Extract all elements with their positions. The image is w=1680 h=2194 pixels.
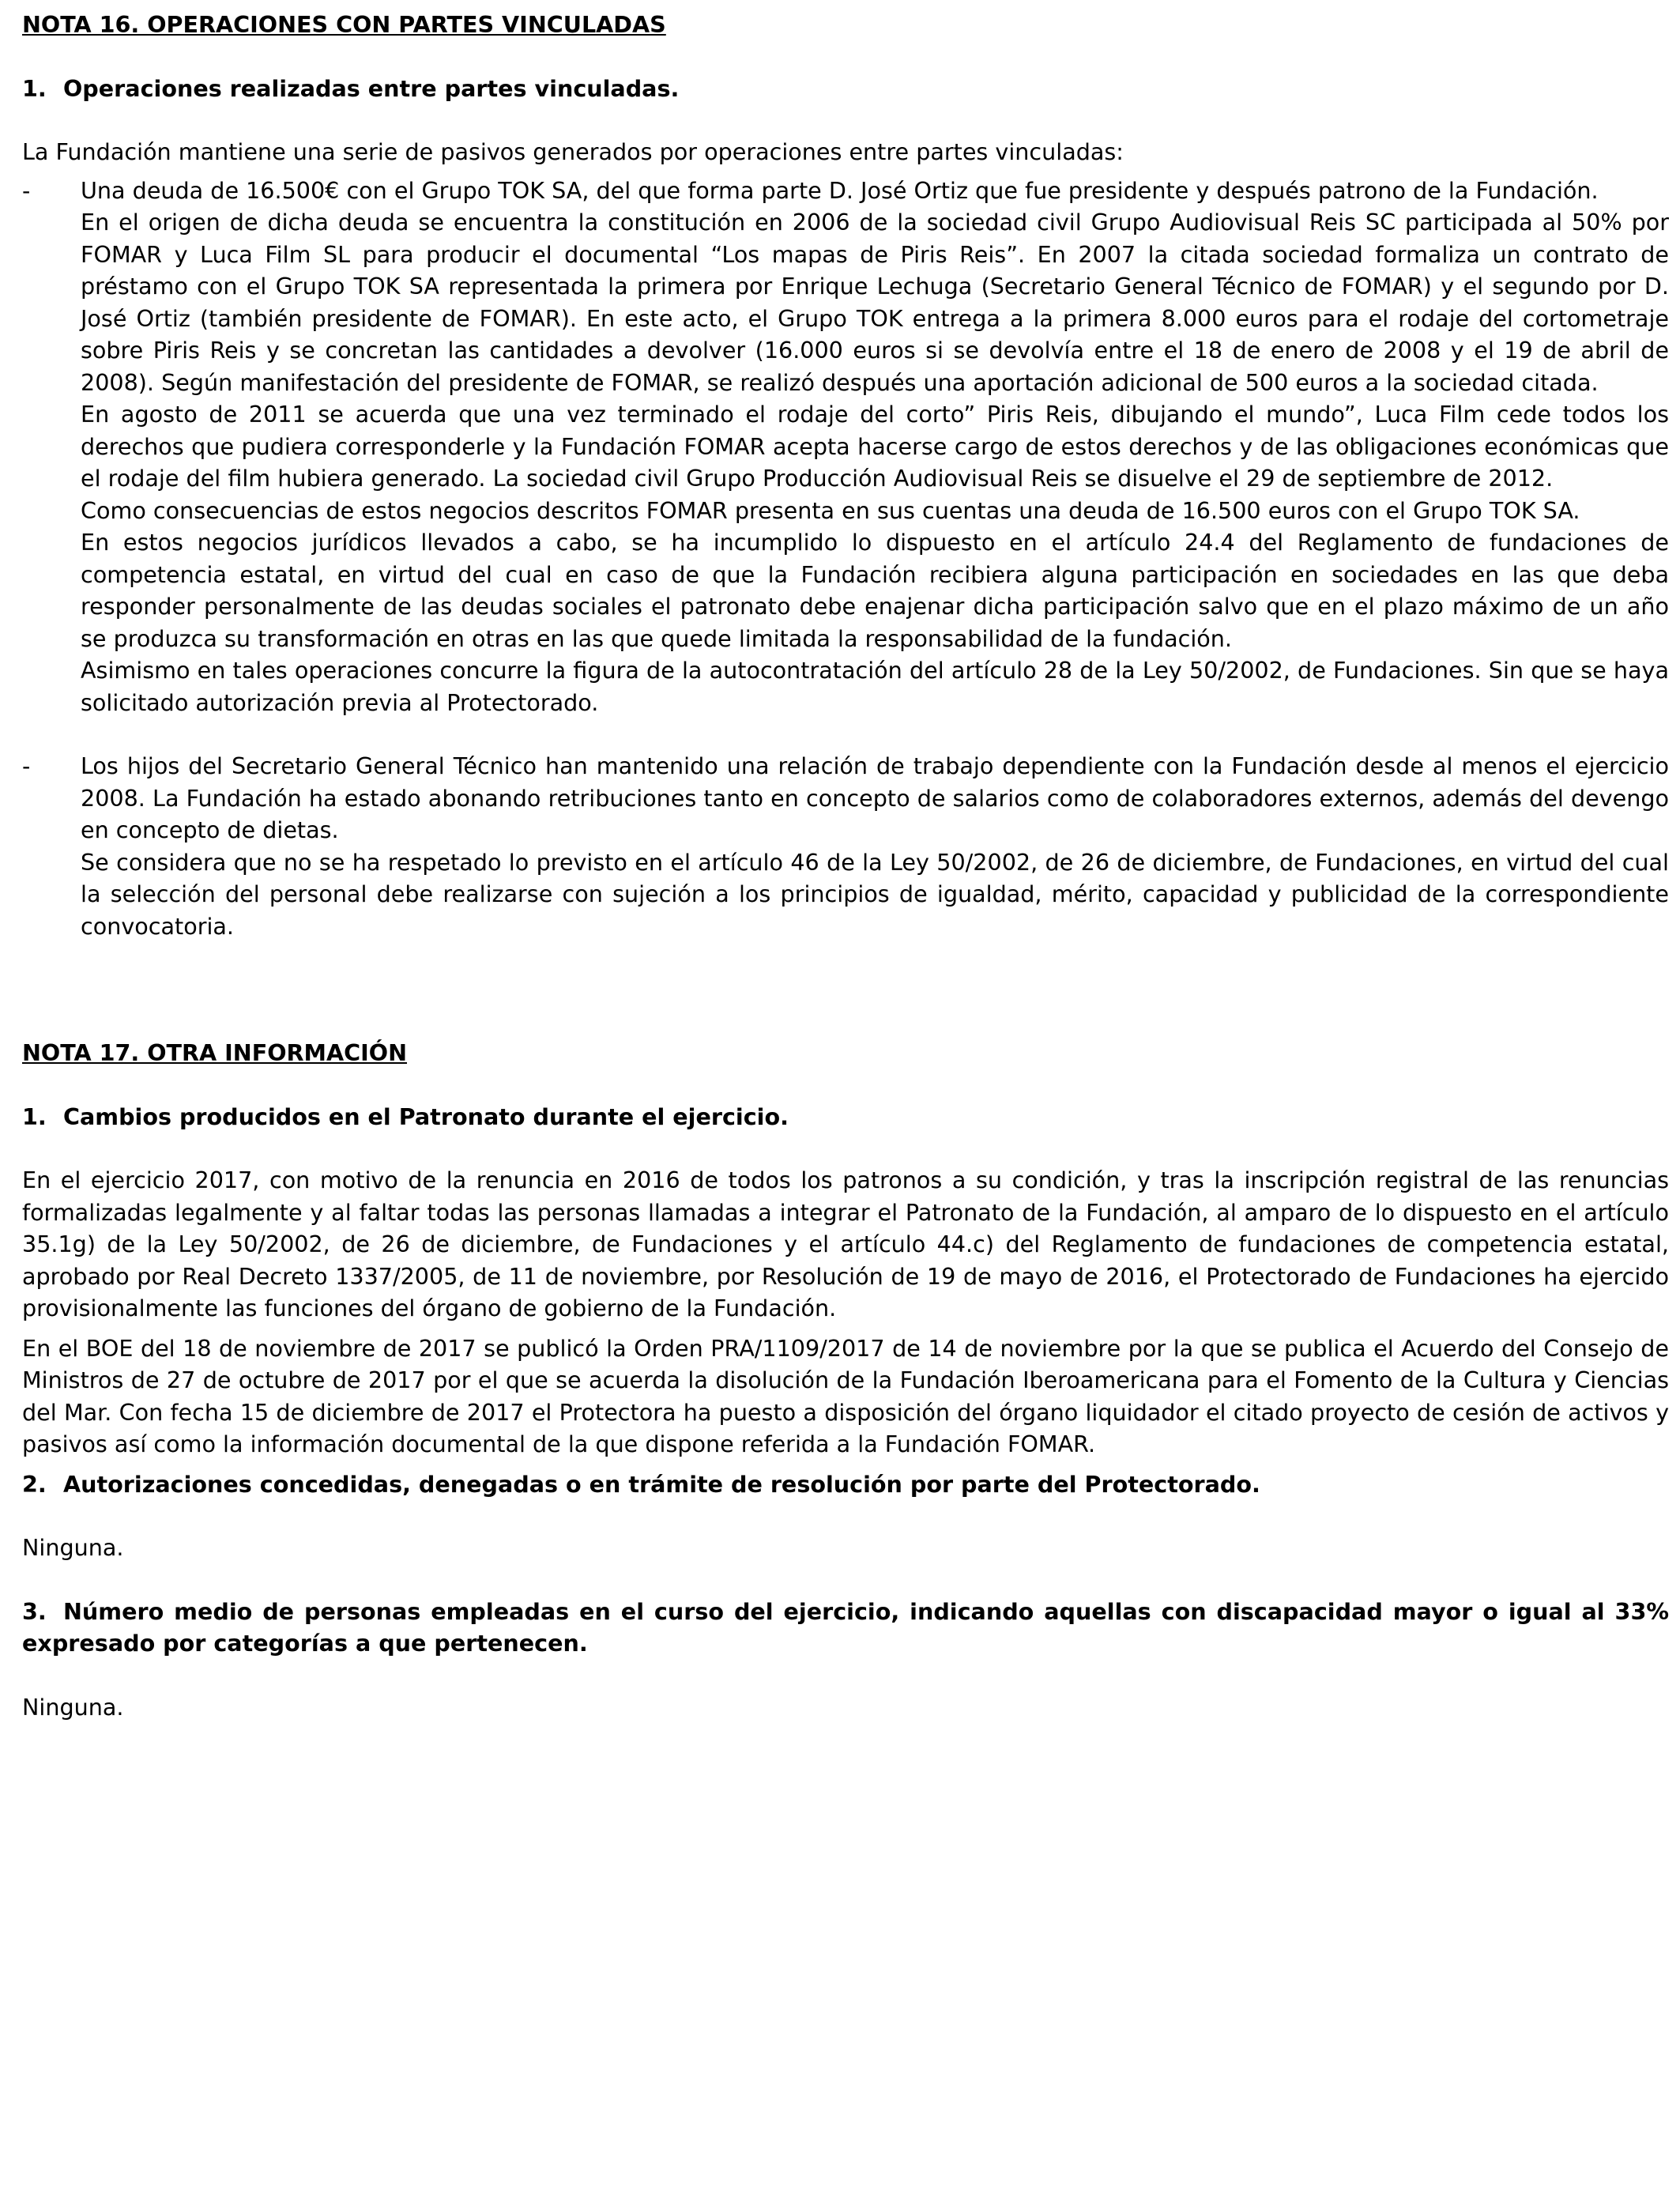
section-heading-text: Autorizaciones concedidas, denegadas o en trámite de resolución por parte del Protectorado. xyxy=(63,1470,1260,1498)
nota-17-section-3-body: Ninguna. xyxy=(22,1693,124,1721)
nota-17-section-3-heading xyxy=(22,1596,1669,1660)
nota-16-bullet-2 xyxy=(22,750,1669,942)
section-heading-text: Cambios producidos en el Patronato durante el ejercicio. xyxy=(63,1103,789,1130)
nota-17-section-1-heading xyxy=(22,1101,1669,1133)
nota-16-bullet-1 xyxy=(22,175,1669,719)
bullet-2-paragraph-1: Los hijos del Secretario General Técnico han mantenido una relación de trabajo dependiente con la Fundación desde al menos el ejercicio 2008. La Fundación ha estado abonando retribuciones tanto en concepto de salarios como de colaboradores externos, además del devengo en concepto de dietas. xyxy=(81,752,1669,843)
section-heading-text: Operaciones realizadas entre partes vinculadas. xyxy=(63,74,680,102)
document-page xyxy=(22,9,1669,1723)
section-number: 3. xyxy=(22,1597,47,1625)
nota-16-intro: La Fundación mantiene una serie de pasivos generados por operaciones entre partes vinculadas: xyxy=(22,138,1124,165)
section-number: 2. xyxy=(22,1470,47,1498)
nota-16-section-1-heading xyxy=(22,73,1669,105)
bullet-marker: - xyxy=(22,176,31,204)
bullet-marker: - xyxy=(22,752,31,779)
section-number: 1. xyxy=(22,74,47,102)
nota-17-section-2-heading xyxy=(22,1468,1669,1501)
nota-17-section-1-paragraph-2: En el BOE del 18 de noviembre de 2017 se publicó la Orden PRA/1109/2017 de 14 de noviembre por la que se publica el Acuerdo del Consejo de Ministros de 27 de octubre de 2017 por el que se acuerda la disolución de la Fundación Iberoamericana para el Fomento de la Cultura y Ciencias del Mar. Con fecha 15 de diciembre de 2017 el Protectora ha puesto a disposición del órgano liquidador el citado proyecto de cesión de activos y pasivos así como la información documental de la que dispone referida a la Fundación FOMAR. xyxy=(22,1334,1669,1457)
bullet-1-paragraph-6: Asimismo en tales operaciones concurre la figura de la autocontratación del artículo 28 de la Ley 50/2002, de Fundaciones. Sin que se haya solicitado autorización previa al Protectorado. xyxy=(81,657,1669,716)
nota-17-section-2-body: Ninguna. xyxy=(22,1534,124,1561)
bullet-2-paragraph-2: Se considera que no se ha respetado lo previsto en el artículo 46 de la Ley 50/2002, de 26 de diciembre, de Fundaciones, en virtud del cual la selección del personal debe realizarse con sujeción a los principios de igualdad, mérito, capacidad y publicidad de la correspondiente convocatoria. xyxy=(81,848,1669,940)
nota-17-title: NOTA 17. OTRA INFORMACIÓN xyxy=(22,1039,408,1066)
nota-16-title: NOTA 16. OPERACIONES CON PARTES VINCULADAS xyxy=(22,11,666,38)
bullet-1-paragraph-2: En el origen de dicha deuda se encuentra la constitución en 2006 de la sociedad civil Grupo Audiovisual Reis SC participada al 50% por FOMAR y Luca Film SL para producir el documental “Los mapas de Piris Reis”. En 2007 la citada sociedad formaliza un contrato de préstamo con el Grupo TOK SA representada la primera por Enrique Lechuga (Secretario General Técnico de FOMAR) y el segundo por D. José Ortiz (también presidente de FOMAR). En este acto, el Grupo TOK entrega a la primera 8.000 euros para el rodaje del cortometraje sobre Piris Reis y se concretan las cantidades a devolver (16.000 euros si se devolvía entre el 18 de enero de 2008 y el 19 de abril de 2008). Según manifestación del presidente de FOMAR, se realizó después una aportación adicional de 500 euros a la sociedad citada. xyxy=(81,209,1669,396)
section-heading-text: Número medio de personas empleadas en el curso del ejercicio, indicando aquellas con discapacidad mayor o igual al 33% expresado por categorías a que pertenecen. xyxy=(22,1597,1669,1657)
bullet-1-paragraph-1: Una deuda de 16.500€ con el Grupo TOK SA, del que forma parte D. José Ortiz que fue presidente y después patrono de la Fundación. xyxy=(81,176,1599,204)
bullet-1-paragraph-3: En agosto de 2011 se acuerda que una vez terminado el rodaje del corto” Piris Reis, dibujando el mundo”, Luca Film cede todos los derechos que pudiera corresponderle y la Fundación FOMAR acepta hacerse cargo de estos derechos y de las obligaciones económicas que el rodaje del film hubiera generado. La sociedad civil Grupo Producción Audiovisual Reis se disuelve el 29 de septiembre de 2012. xyxy=(81,401,1669,492)
bullet-1-paragraph-4: Como consecuencias de estos negocios descritos FOMAR presenta en sus cuentas una deuda de 16.500 euros con el Grupo TOK SA. xyxy=(81,496,1580,524)
section-number: 1. xyxy=(22,1103,47,1130)
nota-17-section-1-paragraph-1: En el ejercicio 2017, con motivo de la renuncia en 2016 de todos los patronos a su condición, y tras la inscripción registral de las renuncias formalizadas legalmente y al faltar todas las personas llamadas a integrar el Patronato de la Fundación, al amparo de lo dispuesto en el artículo 35.1g) de la Ley 50/2002, de 26 de diciembre, de Fundaciones y el artículo 44.c) del Reglamento de fundaciones de competencia estatal, aprobado por Real Decreto 1337/2005, de 11 de noviembre, por Resolución de 19 de mayo de 2016, el Protectorado de Fundaciones ha ejercido provisionalmente las funciones del órgano de gobierno de la Fundación. xyxy=(22,1167,1669,1321)
bullet-1-paragraph-5: En estos negocios jurídicos llevados a cabo, se ha incumplido lo dispuesto en el artículo 24.4 del Reglamento de fundaciones de competencia estatal, en virtud del cual en caso de que la Fundación recibiera alguna participación en sociedades en las que deba responder personalmente de las deudas sociales el patronato debe enajenar dicha participación salvo que en el plazo máximo de un año se produzca su transformación en otras en las que quede limitada la responsabilidad de la fundación. xyxy=(81,529,1669,652)
